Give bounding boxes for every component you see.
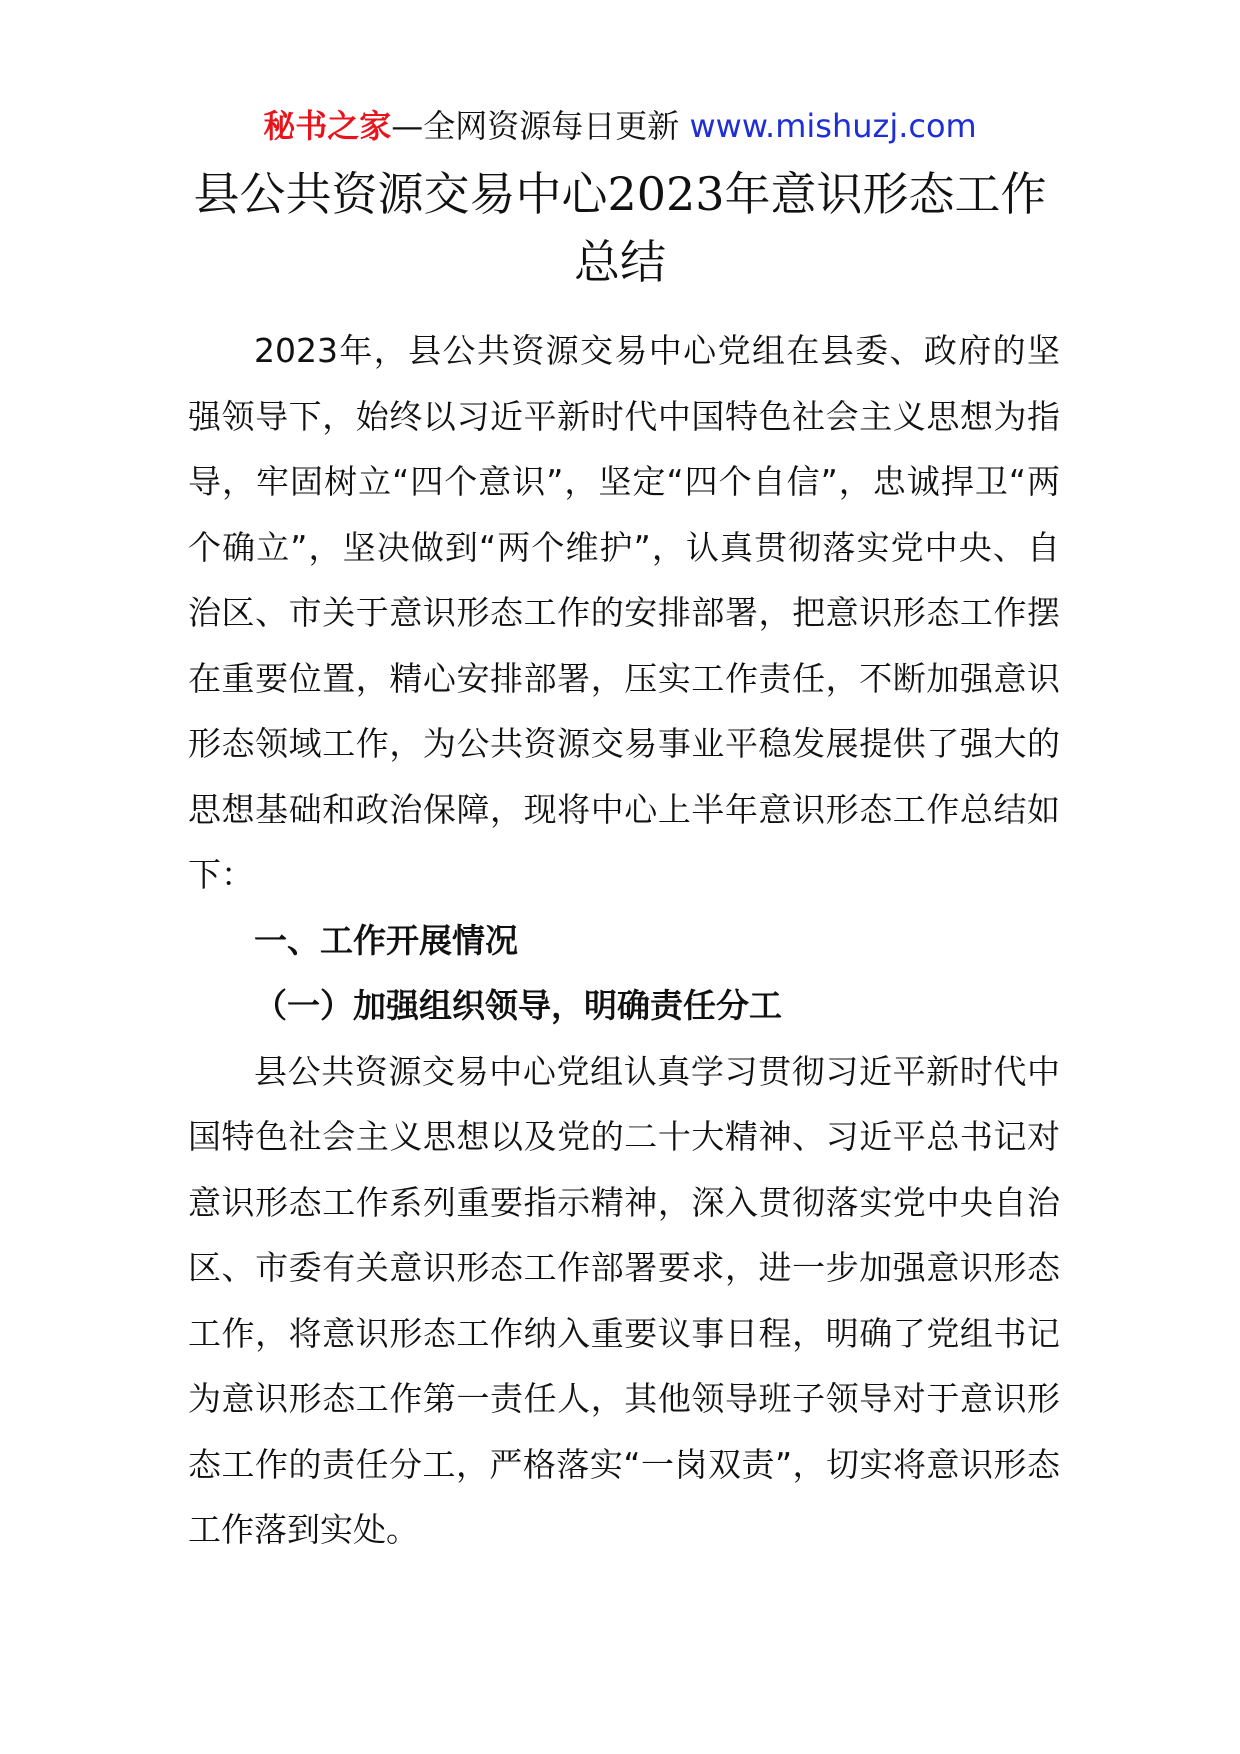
body-paragraph: 县公共资源交易中心党组认真学习贯彻习近平新时代中国特色社会主义思想以及党的二十大精神、习近平总书记对意识形态工作系列重要指示精神，深入贯彻落实党中央自治区、市委有关意识形态工作部署要求，进一步加强意识形态工作，将意识形态工作纳入重要议事日程，明确了党组书记为意识形态工作第一责任人，其他领导班子领导对于意识形态工作的责任分工，严格落实“一岗双责”，切实将意识形态工作落到实处。 [188,1051,1060,1549]
intro-paragraph: 2023年，县公共资源交易中心党组在县委、政府的坚强领导下，始终以习近平新时代中国特色社会主义思想为指导，牢固树立“四个意识”，坚定“四个自信”，忠诚捍卫“两个确立”，坚决做到“两个维护”，认真贯彻落实党中央、自治区、市关于意识形态工作的安排部署，把意识形态工作摆在重要位置，精心安排部署，压实工作责任，不断加强意识形态领域工作，为公共资源交易事业平稳发展提供了强大的思想基础和政治保障，现将中心上半年意识形态工作总结如下： [188,331,1060,894]
document-title [160,160,1080,296]
site-url-link[interactable]: www.mishuzj.com [689,107,977,145]
brand-name: 秘书之家 [263,107,392,145]
header-slogan: —全网资源每日更新 [391,107,690,145]
section-heading: 一、工作开展情况 [254,920,518,960]
title-part-1: 县公共资源交易中心 [193,167,608,221]
title-part-2: 年意识形态工作 [724,167,1047,221]
title-line-2: 总结 [574,235,666,289]
site-header [0,98,1240,154]
title-line-1 [160,160,1080,228]
document-body [188,318,1060,1563]
title-year: 2023 [607,167,725,221]
subsection-heading: （一）加强组织领导，明确责任分工 [254,986,782,1025]
